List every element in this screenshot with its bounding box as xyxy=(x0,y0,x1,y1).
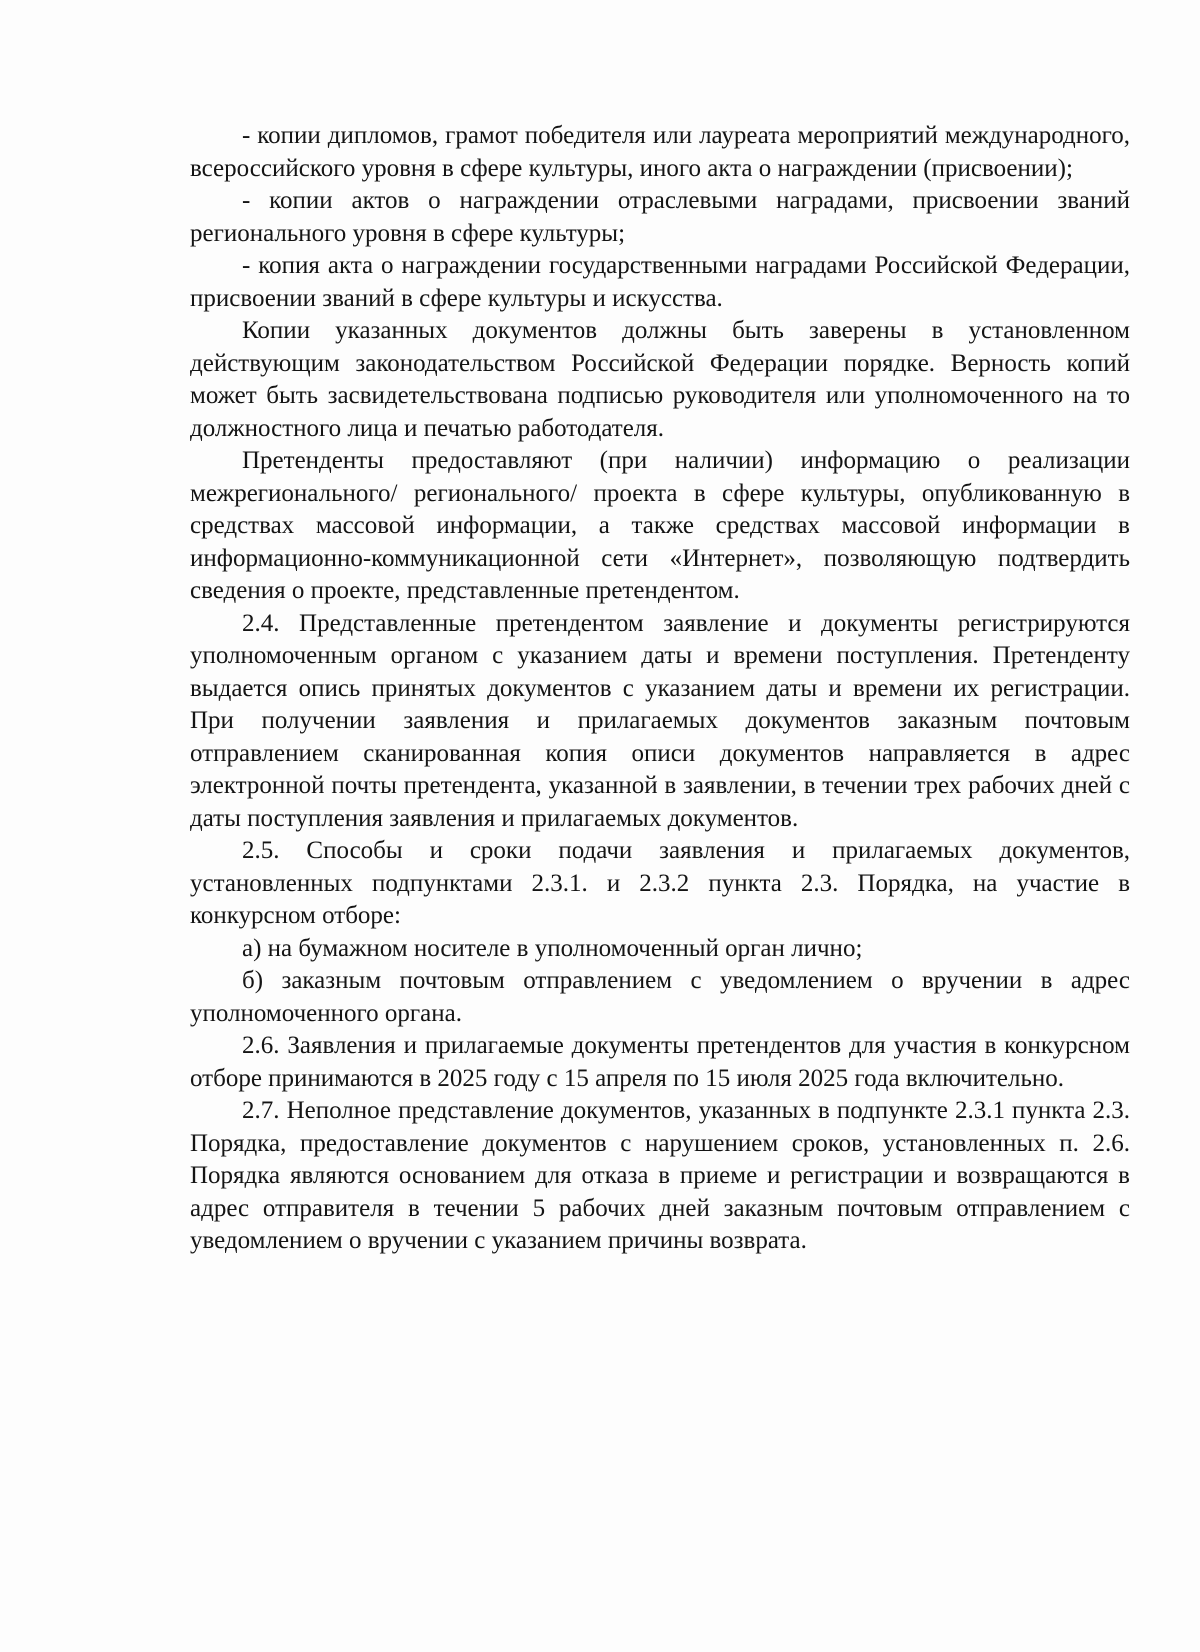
paragraph-2-5-a: а) на бумажном носителе в уполномоченный орган лично; xyxy=(242,934,863,962)
paragraph-state-awards: - копия акта о награждении государственными наградами Российской Федерации, присвоении званий в сфере культуры и искусства. xyxy=(190,252,1130,312)
paragraph-2-5: 2.5. Способы и сроки подачи заявления и прилагаемых документов, установленных подпунктами 2.3.1. и 2.3.2 пункта 2.3. Порядка, на участие в конкурсном отборе: xyxy=(190,837,1130,929)
paragraph-industry-awards: - копии актов о награждении отраслевыми наградами, присвоении званий регионального уровня в сфере культуры; xyxy=(190,187,1130,247)
paragraph-diplomas: - копии дипломов, грамот победителя или лауреата мероприятий международного, всероссийского уровня в сфере культуры, иного акта о награждении (присвоении); xyxy=(190,122,1130,182)
paragraph-2-4: 2.4. Представленные претендентом заявление и документы регистрируются уполномоченным органом с указанием даты и времени поступления. Претенденту выдается опись принятых документов с указанием даты и времени их регистрации. При получении заявления и прилагаемых документов заказным почтовым отправлением сканированная копия описи документов направляется в адрес электронной почты претендента, указанной в заявлении, в течении трех рабочих дней с даты поступления заявления и прилагаемых документов. xyxy=(190,609,1130,832)
paragraph-2-7: 2.7. Неполное представление документов, указанных в подпункте 2.3.1 пункта 2.3. Порядка, предоставление документов с нарушением сроков, установленных п. 2.6. Порядка являются основанием для отказа в приеме и регистрации и возвращаются в адрес отправителя в течении 5 рабочих дней заказным почтовым отправлением с уведомлением о вручении с указанием причины возврата. xyxy=(190,1097,1130,1254)
paragraph-2-5-b: б) заказным почтовым отправлением с уведомлением о вручении в адрес уполномоченного органа. xyxy=(190,967,1130,1027)
paragraph-copies-certification: Копии указанных документов должны быть заверены в установленном действующим законодательством Российской Федерации порядке. Верность копий может быть засвидетельствована подписью руководителя или уполномоченного на то должностного лица и печатью работодателя. xyxy=(190,317,1130,442)
paragraph-project-information: Претенденты предоставляют (при наличии) информацию о реализации межрегионального/ регионального/ проекта в сфере культуры, опубликованную в средствах массовой информации, а также средствах массовой информации в информационно-коммуникационной сети «Интернет», позволяющую подтвердить сведения о проекте, представленные претендентом. xyxy=(190,447,1130,604)
document-body xyxy=(190,120,1130,1258)
paragraph-2-6: 2.6. Заявления и прилагаемые документы претендентов для участия в конкурсном отборе принимаются в 2025 году с 15 апреля по 15 июля 2025 года включительно. xyxy=(190,1032,1130,1092)
